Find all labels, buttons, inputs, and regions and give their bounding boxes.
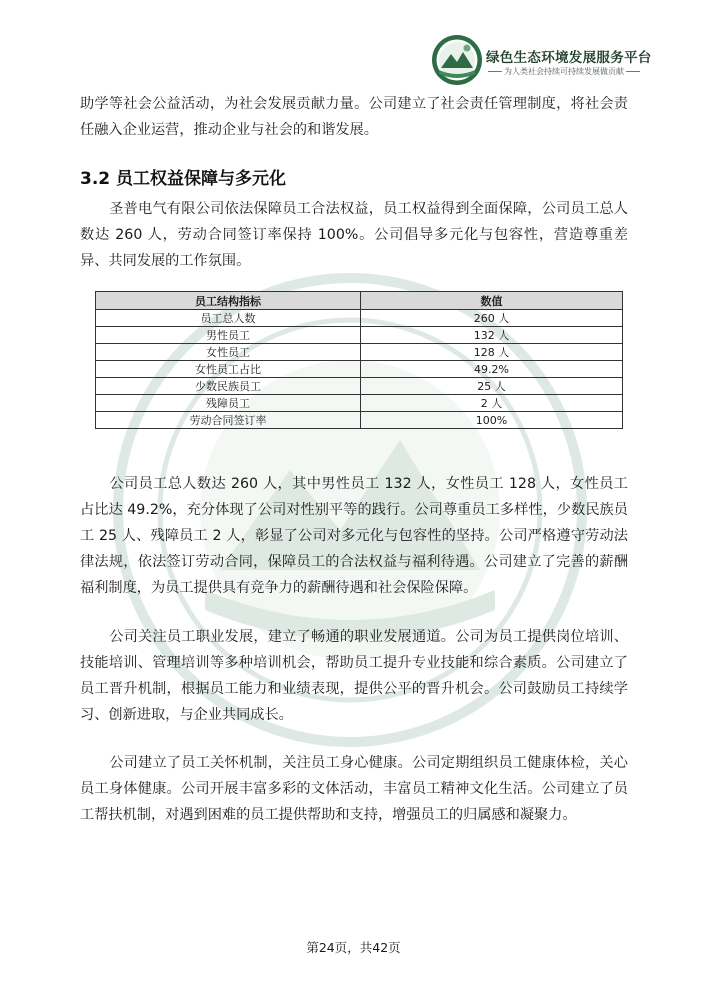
table-header-cell: 数值 xyxy=(361,292,623,310)
table-row xyxy=(96,344,623,361)
table-cell: 100% xyxy=(361,412,623,429)
section-heading: 3.2 员工权益保障与多元化 xyxy=(80,169,287,189)
paragraph-rights: 圣普电气有限公司依法保障员工合法权益，员工权益得到全面保障，公司员工总人数达 260 人，劳动合同签订率保持 100%。公司倡导多元化与包容性，营造尊重差异、共同发展的工作氛围。 xyxy=(80,201,628,269)
page-number: 第24页，共42页 xyxy=(306,940,401,955)
table-cell: 残障员工 xyxy=(96,395,361,412)
staff-structure-table xyxy=(95,291,623,429)
table-cell: 49.2% xyxy=(361,361,623,378)
table-cell: 2 人 xyxy=(361,395,623,412)
table-cell: 女性员工 xyxy=(96,344,361,361)
table-cell: 132 人 xyxy=(361,327,623,344)
paragraph-diversity: 公司员工总人数达 260 人，其中男性员工 132 人，女性员工 128 人，女性员工占比达 49.2%，充分体现了公司对性别平等的践行。公司尊重员工多样性，少数民族员工 25 人、残障员工 2 人，彰显了公司对多元化与包容性的坚持。公司严格遵守劳动法律法规，依法签订劳动合同，保障员工的合法权益与福利待遇。公司建立了完善的薪酬福利制度，为员工提供具有竞争力的薪酬待遇和社会保险保障。 xyxy=(80,476,628,596)
table-cell: 260 人 xyxy=(361,310,623,327)
table-cell: 128 人 xyxy=(361,344,623,361)
platform-logo xyxy=(431,34,483,86)
table-cell: 员工总人数 xyxy=(96,310,361,327)
table-row xyxy=(96,395,623,412)
table-row xyxy=(96,361,623,378)
table-row xyxy=(96,378,623,395)
intro-paragraph: 助学等社会公益活动，为社会发展贡献力量。公司建立了社会责任管理制度，将社会责任融入企业运营，推动企业与社会的和谐发展。 xyxy=(80,96,628,138)
table-row xyxy=(96,327,623,344)
table-header-row xyxy=(96,292,623,310)
platform-slogan: 为人类社会持续可持续发展做贡献 xyxy=(486,66,642,77)
table-cell: 劳动合同签订率 xyxy=(96,412,361,429)
table-row xyxy=(96,310,623,327)
page-header xyxy=(0,0,707,90)
table-cell: 少数民族员工 xyxy=(96,378,361,395)
table-cell: 男性员工 xyxy=(96,327,361,344)
table-header-cell: 员工结构指标 xyxy=(96,292,361,310)
table-row xyxy=(96,412,623,429)
table-cell: 25 人 xyxy=(361,378,623,395)
platform-name: 绿色生态环境发展服务平台 xyxy=(486,50,652,66)
table-cell: 女性员工占比 xyxy=(96,361,361,378)
paragraph-care: 公司建立了员工关怀机制，关注员工身心健康。公司定期组织员工健康体检，关心员工身体健康。公司开展丰富多彩的文体活动，丰富员工精神文化生活。公司建立了员工帮扶机制，对遇到困难的员工提供帮助和支持，增强员工的归属感和凝聚力。 xyxy=(80,755,628,823)
paragraph-development: 公司关注员工职业发展，建立了畅通的职业发展通道。公司为员工提供岗位培训、技能培训、管理培训等多种培训机会，帮助员工提升专业技能和综合素质。公司建立了员工晋升机制，根据员工能力和业绩表现，提供公平的晋升机会。公司鼓励员工持续学习、创新进取，与企业共同成长。 xyxy=(80,629,628,723)
